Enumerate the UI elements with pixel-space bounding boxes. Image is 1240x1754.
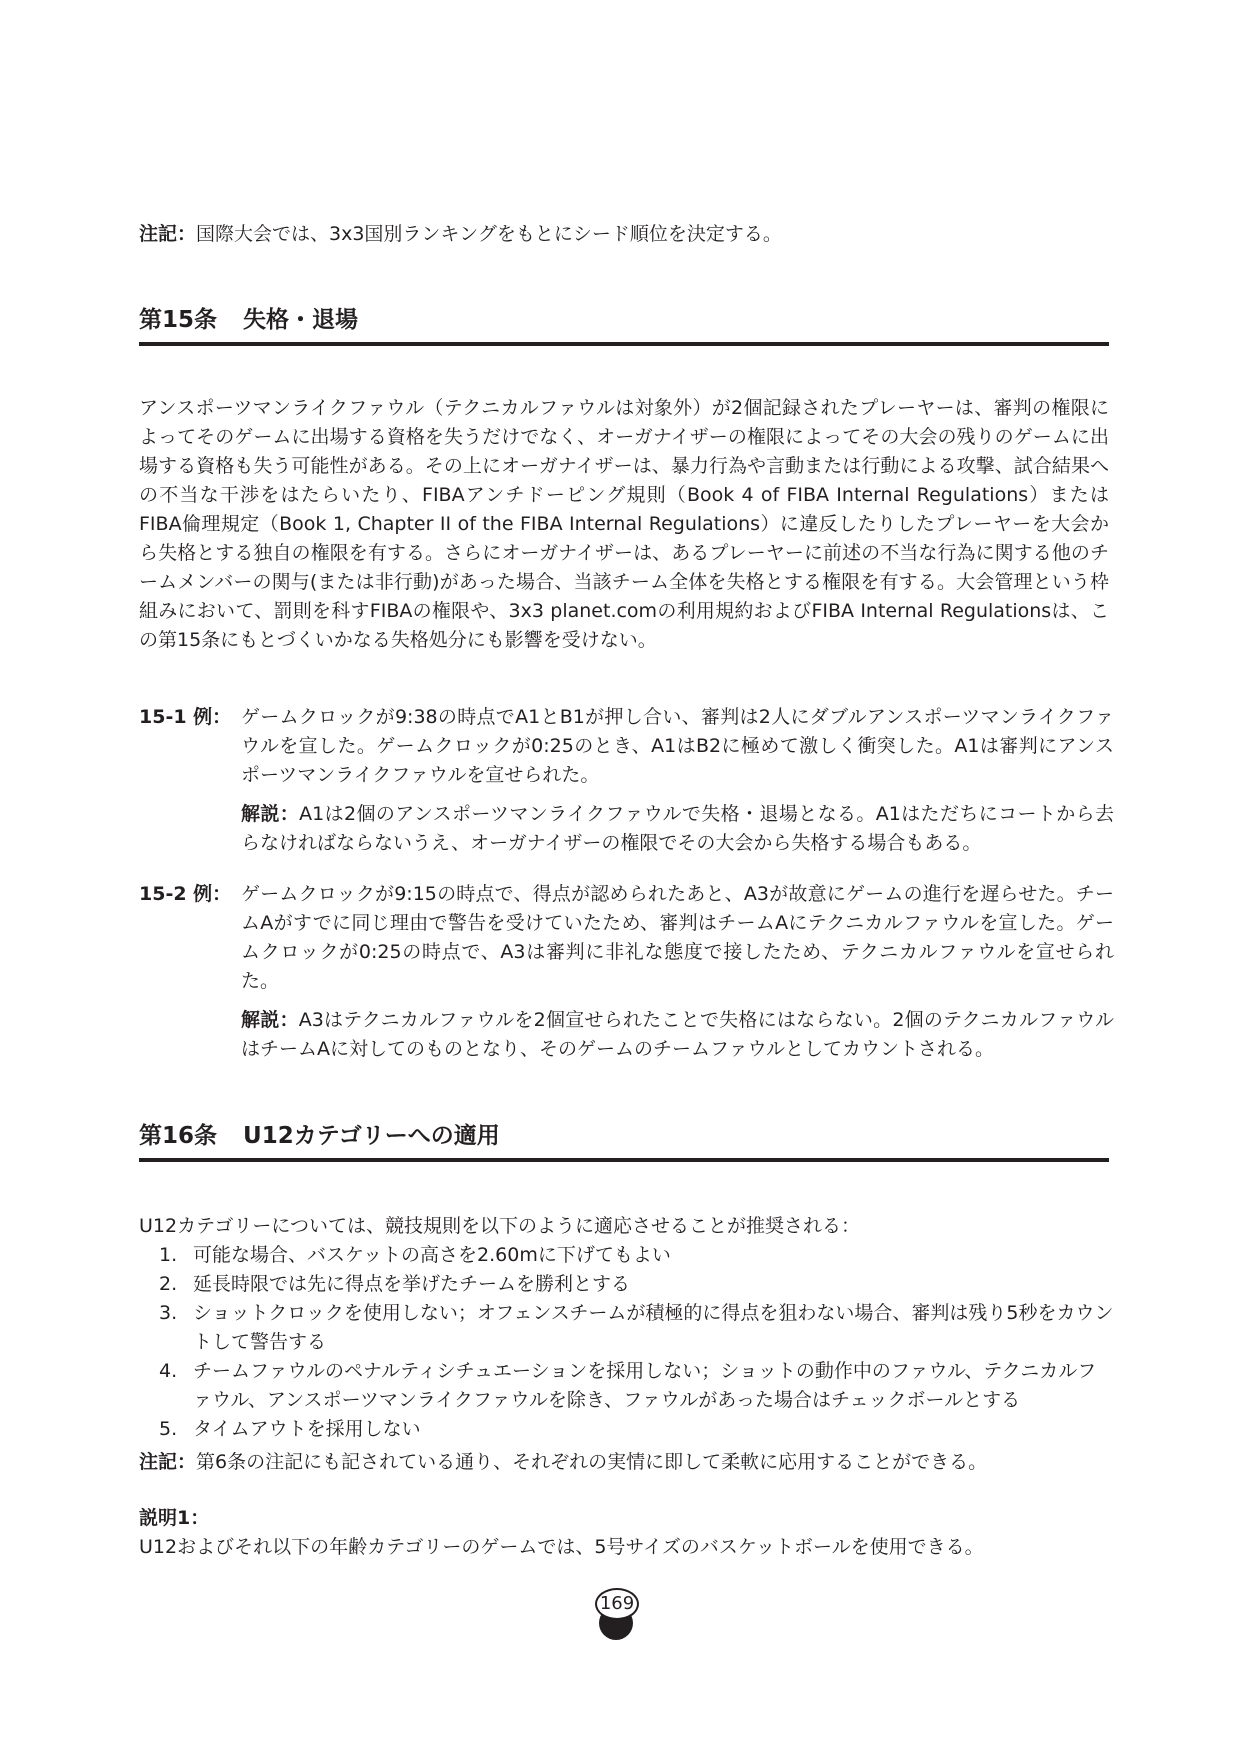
- article-number: 第16条: [139, 1123, 218, 1149]
- example-text: ゲームクロックが9:15の時点で、得点が認められたあと、A3が故意にゲームの進行を遅らせた。チームAがすでに同じ理由で警告を受けていたため、審判はチームAにテクニカルファウルを宣した。ゲームクロックが0:25の時点で、A3は審判に非礼な態度で接したため、テクニカルファウルを宣せられた。: [241, 883, 1114, 992]
- note-label: 注記：: [139, 1451, 197, 1473]
- example-text: ゲームクロックが9:38の時点でA1とB1が押し合い、審判は2人にダブルアンスポーツマンライクファウルを宣した。ゲームクロックが0:25のとき、A1はB2に極めて激しく衝突した。A1は審判にアンスポーツマンライクファウルを宣せられた。: [241, 706, 1114, 786]
- article-16-list-block: [139, 1212, 1114, 1444]
- note-text: 第6条の注記にも記されている通り、それぞれの実情に即して柔軟に応用することができる。: [196, 1451, 988, 1473]
- list-item: [139, 1299, 1114, 1357]
- note-label: 注記：: [139, 223, 197, 245]
- explanation-label: 解説：: [241, 803, 300, 825]
- list-item-text: 可能な場合、バスケットの高さを2.60mに下げてもよい: [193, 1244, 671, 1266]
- example-15-1: [139, 703, 1114, 858]
- article-title: 失格・退場: [243, 307, 359, 333]
- list-item: [139, 1357, 1114, 1415]
- example-explanation: [241, 800, 1114, 858]
- list-intro: U12カテゴリーについては、競技規則を以下のように適応させることが推奨される：: [139, 1215, 860, 1237]
- list-item: [139, 1415, 1114, 1444]
- list-item-number: 5.: [159, 1418, 178, 1440]
- article-15-heading: [139, 304, 1109, 346]
- explanation-1-text: U12およびそれ以下の年齢カテゴリーのゲームでは、5号サイズのバスケットボールを使用できる。: [139, 1536, 984, 1558]
- explanation-text: A3はテクニカルファウルを2個宣せられたことで失格にはならない。2個のテクニカルファウルはチームAに対してのものとなり、そのゲームのチームファウルとしてカウントされる。: [241, 1009, 1114, 1060]
- list-item: [139, 1270, 1114, 1299]
- list-item-number: 3.: [159, 1302, 178, 1324]
- explanation-text: A1は2個のアンスポーツマンライクファウルで失格・退場となる。A1はただちにコートから去らなければならないうえ、オーガナイザーの権限でその大会から失格する場合もある。: [241, 803, 1114, 854]
- example-label: 15-1 例：: [139, 706, 232, 728]
- article-16-note: [139, 1448, 1119, 1477]
- list-item: [139, 1241, 1114, 1270]
- list-item-text: ショットクロックを使用しない；オフェンスチームが積極的に得点を狙わない場合、審判は残り5秒をカウントして警告する: [193, 1302, 1114, 1353]
- list-item-text: 延長時限では先に得点を挙げたチームを勝利とする: [193, 1273, 631, 1295]
- example-label: 15-2 例：: [139, 883, 232, 905]
- article-16-heading: [139, 1120, 1109, 1162]
- list-item-text: タイムアウトを採用しない: [193, 1418, 421, 1440]
- explanation-label: 解説：: [241, 1009, 299, 1031]
- list-item-text: チームファウルのペナルティシチュエーションを採用しない；ショットの動作中のファウル、テクニカルファウル、アンスポーツマンライクファウルを除き、ファウルがあった場合はチェックボールとする: [193, 1360, 1097, 1411]
- top-note: [139, 220, 1119, 249]
- article-number: 第15条: [139, 307, 218, 333]
- page-number: 169: [595, 1588, 639, 1620]
- list-item-number: 2.: [159, 1273, 178, 1295]
- example-15-2: [139, 880, 1114, 1064]
- article-15-paragraph: アンスポーツマンライクファウル（テクニカルファウルは対象外）が2個記録されたプレーヤーは、審判の権限によってそのゲームに出場する資格を失うだけでなく、オーガナイザーの権限によってその大会の残りのゲームに出場する資格も失う可能性がある。その上にオーガナイザーは、暴力行為や言動または行動による攻撃、試合結果への不当な干渉をはたらいたり、FIBAアンチドーピング規則（Book 4 of FIBA Internal Regulations）またはFIBA倫理規定（Book 1, Chapter II of the FIBA Internal Regulations）に違反したりしたプレーヤーを大会から失格とする独自の権限を有する。さらにオーガナイザーは、あるプレーヤーに前述の不当な行為に関する他のチームメンバーの関与(または非行動)があった場合、当該チーム全体を失格とする権限を有する。大会管理という枠組みにおいて、罰則を科すFIBAの権限や、3x3 planet.comの利用規約およびFIBA Internal Regulationsは、この第15条にもとづくいかなる失格処分にも影響を受けない。: [139, 397, 1109, 651]
- example-explanation: [241, 1006, 1114, 1064]
- explanation-label: 説明1：: [139, 1507, 210, 1529]
- rules-list: [139, 1241, 1114, 1444]
- note-text: 国際大会では、3x3国別ランキングをもとにシード順位を決定する。: [196, 223, 782, 245]
- list-item-number: 1.: [159, 1244, 178, 1266]
- explanation-1-label: [139, 1504, 1119, 1533]
- article-title: U12カテゴリーへの適用: [243, 1123, 500, 1149]
- list-item-number: 4.: [159, 1360, 178, 1382]
- page-number-badge: [593, 1588, 639, 1648]
